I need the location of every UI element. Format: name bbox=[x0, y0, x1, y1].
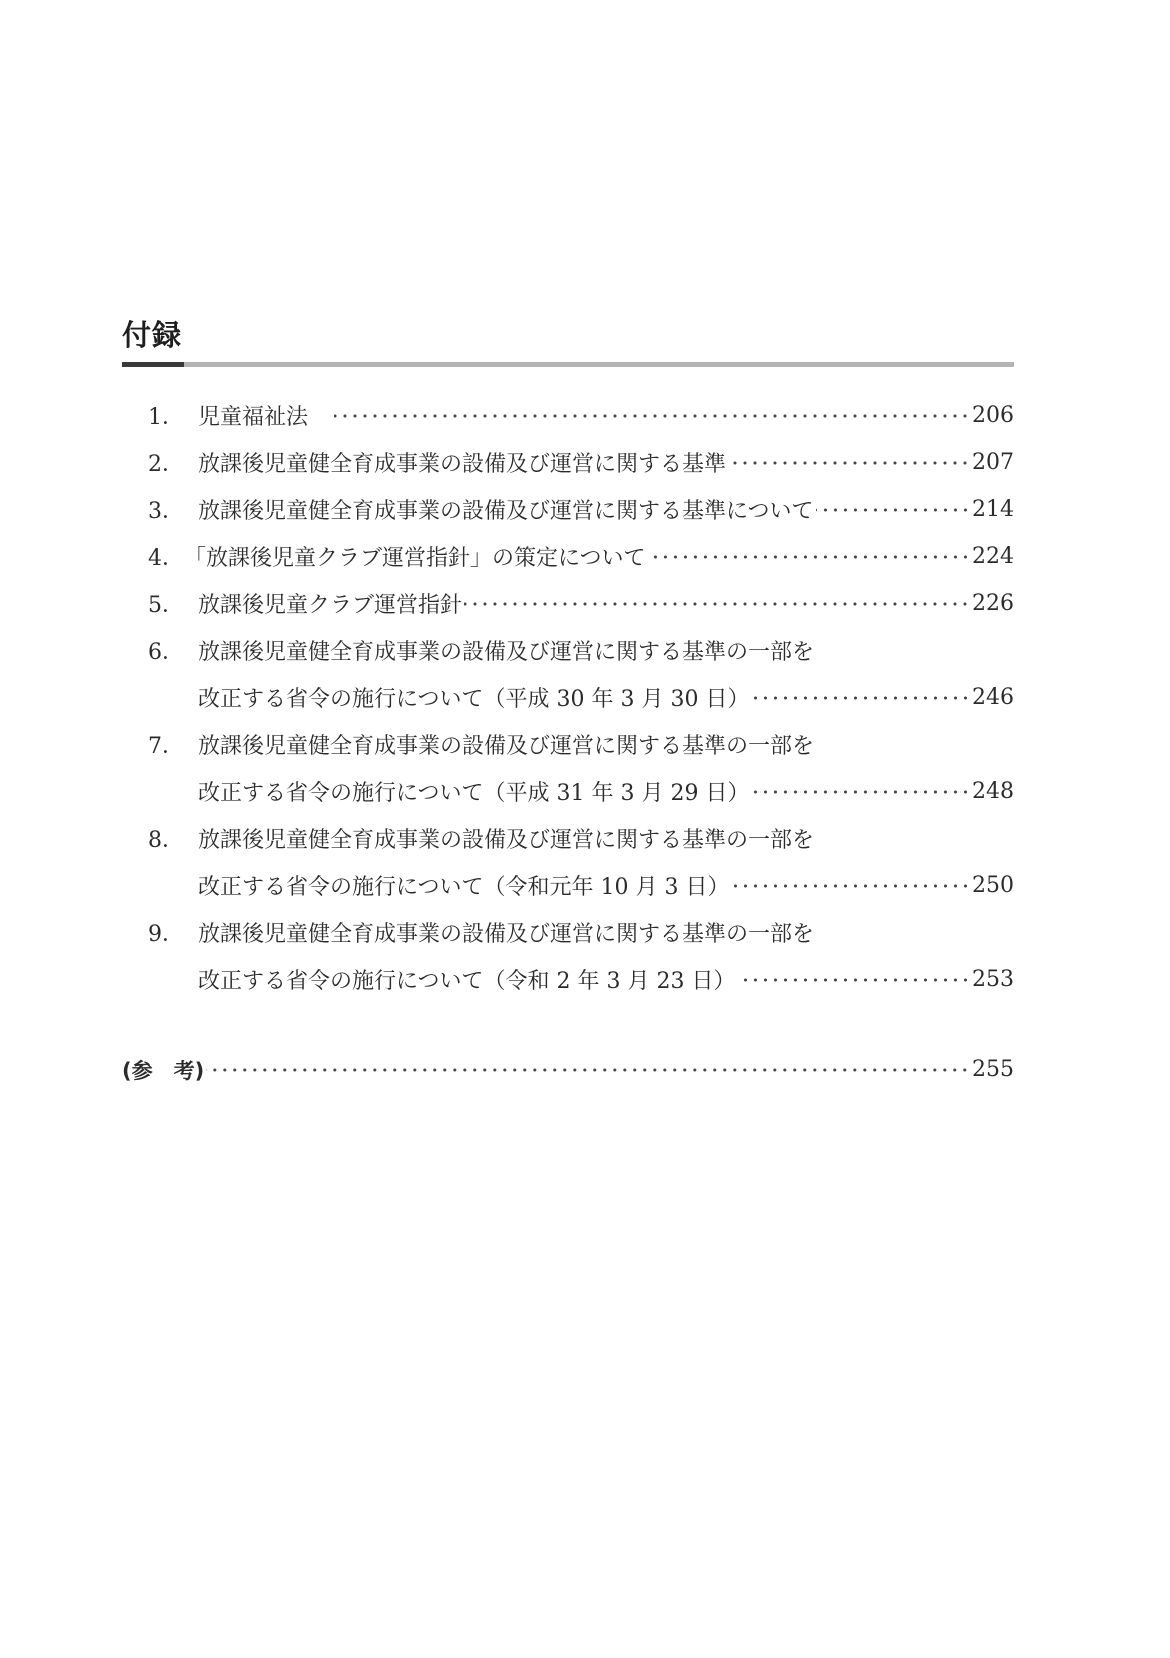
section-rule-accent bbox=[122, 362, 184, 367]
toc-number: 4． bbox=[148, 546, 184, 571]
toc-number: 2． bbox=[148, 452, 184, 477]
toc-leader-dots bbox=[816, 500, 970, 520]
toc-leader-dots bbox=[728, 453, 970, 473]
toc-number: 8． bbox=[148, 828, 184, 853]
toc-title: 放課後児童健全育成事業の設備及び運営に関する基準 bbox=[198, 452, 727, 477]
table-of-contents bbox=[148, 392, 1014, 1003]
toc-number: 5． bbox=[148, 593, 184, 618]
toc-title: 放課後児童健全育成事業の設備及び運営に関する基準の一部を bbox=[198, 734, 815, 759]
toc-number: 9． bbox=[148, 922, 184, 947]
toc-leader-dots bbox=[752, 688, 970, 708]
toc-entry-6[interactable] bbox=[148, 627, 1014, 674]
toc-number: 3． bbox=[148, 499, 184, 524]
toc-number: 1． bbox=[148, 405, 184, 430]
toc-number: 7． bbox=[148, 734, 184, 759]
toc-leader-dots bbox=[464, 594, 970, 614]
toc-page-number: 248 bbox=[972, 779, 1014, 804]
toc-leader-dots bbox=[752, 782, 970, 802]
toc-page-number: 226 bbox=[972, 591, 1014, 616]
toc-page-number: 253 bbox=[972, 967, 1014, 992]
section-title: 付録 bbox=[122, 318, 183, 352]
toc-page-number: 206 bbox=[972, 403, 1014, 428]
toc-page-number: 246 bbox=[972, 685, 1014, 710]
toc-leader-dots bbox=[738, 970, 970, 990]
toc-title: 放課後児童健全育成事業の設備及び運営に関する基準の一部を bbox=[198, 922, 815, 947]
reference-label: (参 考) bbox=[122, 1058, 205, 1083]
toc-page-number: 255 bbox=[972, 1057, 1014, 1082]
toc-entry-2[interactable] bbox=[148, 439, 1014, 486]
toc-entry-1[interactable] bbox=[148, 392, 1014, 439]
toc-entry-6-continued[interactable] bbox=[148, 674, 1014, 721]
toc-entry-9-continued[interactable] bbox=[148, 956, 1014, 1003]
toc-title-line-2: 改正する省令の施行について（令和 2 年 3 月 23 日） bbox=[198, 969, 736, 994]
toc-leader-dots bbox=[732, 876, 970, 896]
toc-entry-5[interactable] bbox=[148, 580, 1014, 627]
toc-entry-3[interactable] bbox=[148, 486, 1014, 533]
toc-leader-dots bbox=[648, 547, 970, 567]
toc-title: 児童福祉法 bbox=[198, 405, 309, 430]
toc-number: 6． bbox=[148, 640, 184, 665]
toc-entry-8[interactable] bbox=[148, 815, 1014, 862]
toc-title-line-2: 改正する省令の施行について（平成 30 年 3 月 30 日） bbox=[198, 687, 750, 712]
toc-entry-7[interactable] bbox=[148, 721, 1014, 768]
toc-entry-9[interactable] bbox=[148, 909, 1014, 956]
toc-page-number: 207 bbox=[972, 450, 1014, 475]
toc-title: 「放課後児童クラブ運営指針」の策定について bbox=[184, 546, 646, 571]
toc-entry-4[interactable] bbox=[148, 533, 1014, 580]
toc-entry-7-continued[interactable] bbox=[148, 768, 1014, 815]
toc-title-line-2: 改正する省令の施行について（平成 31 年 3 月 29 日） bbox=[198, 781, 750, 806]
toc-page-number: 250 bbox=[972, 873, 1014, 898]
toc-leader-dots bbox=[334, 406, 970, 426]
section-rule bbox=[122, 362, 1014, 367]
toc-title: 放課後児童健全育成事業の設備及び運営に関する基準の一部を bbox=[198, 640, 815, 665]
toc-title: 放課後児童健全育成事業の設備及び運営に関する基準について bbox=[198, 499, 814, 524]
toc-title: 放課後児童クラブ運営指針 bbox=[198, 593, 463, 618]
toc-leader-dots bbox=[206, 1060, 970, 1080]
toc-title-line-2: 改正する省令の施行について（令和元年 10 月 3 日） bbox=[198, 875, 730, 900]
toc-page-number: 224 bbox=[972, 544, 1014, 569]
toc-entry-8-continued[interactable] bbox=[148, 862, 1014, 909]
toc-entry-reference[interactable] bbox=[122, 1046, 1014, 1093]
toc-page-number: 214 bbox=[972, 497, 1014, 522]
toc-title: 放課後児童健全育成事業の設備及び運営に関する基準の一部を bbox=[198, 828, 815, 853]
